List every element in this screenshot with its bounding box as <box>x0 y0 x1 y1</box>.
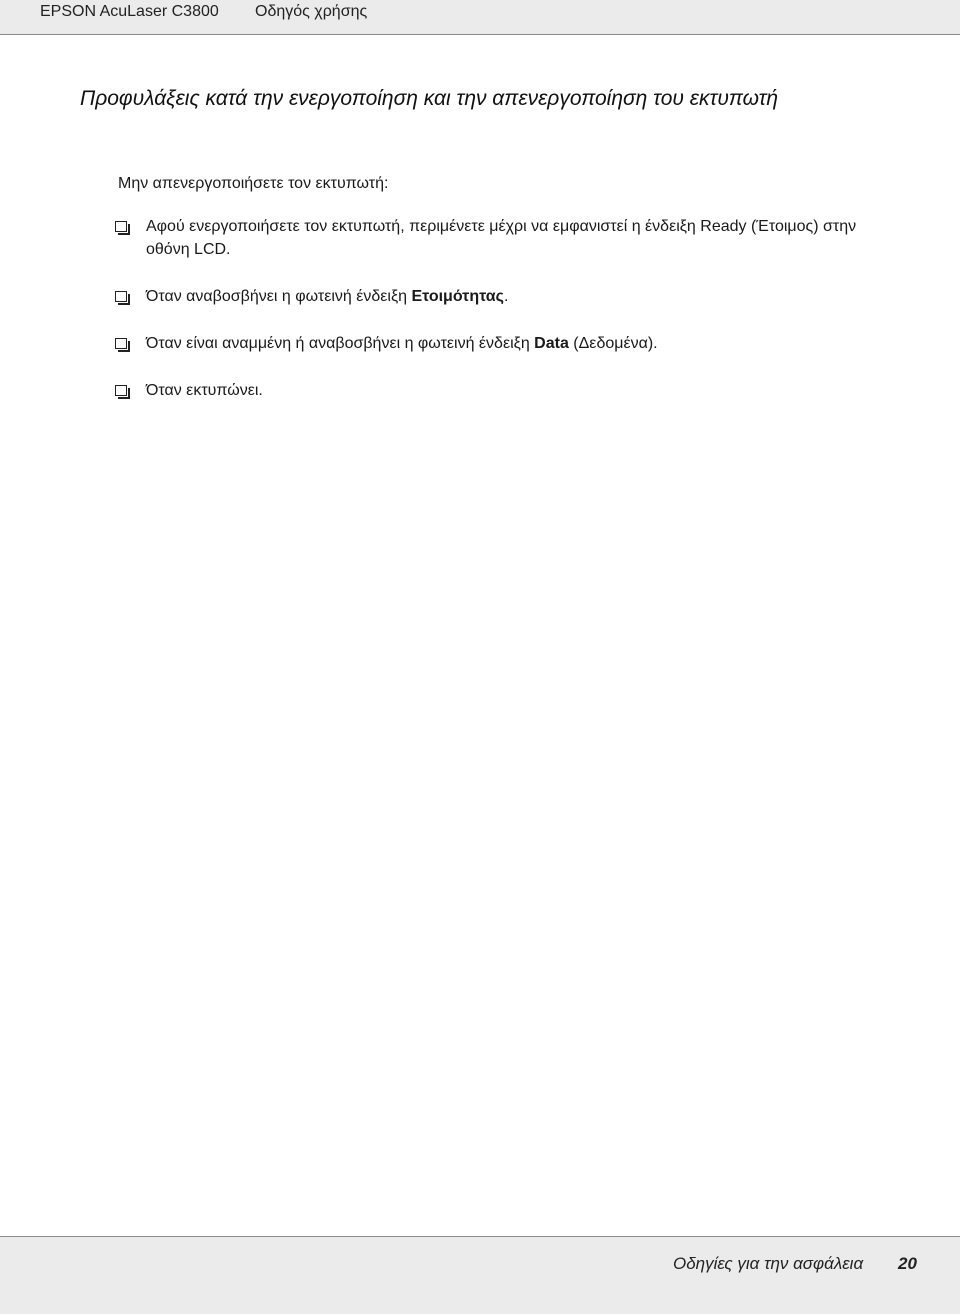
header-product-name: EPSON AcuLaser C3800 <box>40 3 219 20</box>
footer-section-name: Οδηγίες για την ασφάλεια <box>673 1254 864 1273</box>
list-item <box>115 332 875 355</box>
page-number: 20 <box>898 1254 917 1273</box>
list-item <box>115 215 875 261</box>
list-item <box>115 379 875 402</box>
page-footer <box>0 1236 960 1314</box>
list-item-text-end: . <box>503 288 509 305</box>
list-item <box>115 285 875 308</box>
list-item-text: Αφού ενεργοποιήσετε τον εκτυπωτή, περιμένετε μέχρι να εμφανιστεί η ένδειξη Ready (Έτοιμος) στην οθόνη LCD. <box>146 218 857 258</box>
checkbox-icon <box>115 385 129 398</box>
list-item-bold-term: Data <box>534 335 569 352</box>
list-item-text: Όταν εκτυπώνει. <box>146 382 263 399</box>
header-guide-title: Οδηγός χρήσης <box>255 3 368 20</box>
list-item-bold-term: Ετοιμότητας <box>411 288 504 305</box>
checkbox-icon <box>115 221 129 234</box>
page-header <box>0 0 960 35</box>
checkbox-icon <box>115 338 129 351</box>
warning-list <box>115 215 875 402</box>
list-item-text: Όταν αναβοσβήνει η φωτεινή ένδειξη <box>146 288 412 305</box>
list-item-text-end: (Δεδομένα). <box>568 335 658 352</box>
intro-text: Μην απενεργοποιήσετε τον εκτυπωτή: <box>118 175 389 192</box>
section-title: Προφυλάξεις κατά την ενεργοποίηση και την απενεργοποίηση του εκτυπωτή <box>80 87 779 110</box>
list-item-text: Όταν είναι αναμμένη ή αναβοσβήνει η φωτεινή ένδειξη <box>146 335 535 352</box>
checkbox-icon <box>115 291 129 304</box>
